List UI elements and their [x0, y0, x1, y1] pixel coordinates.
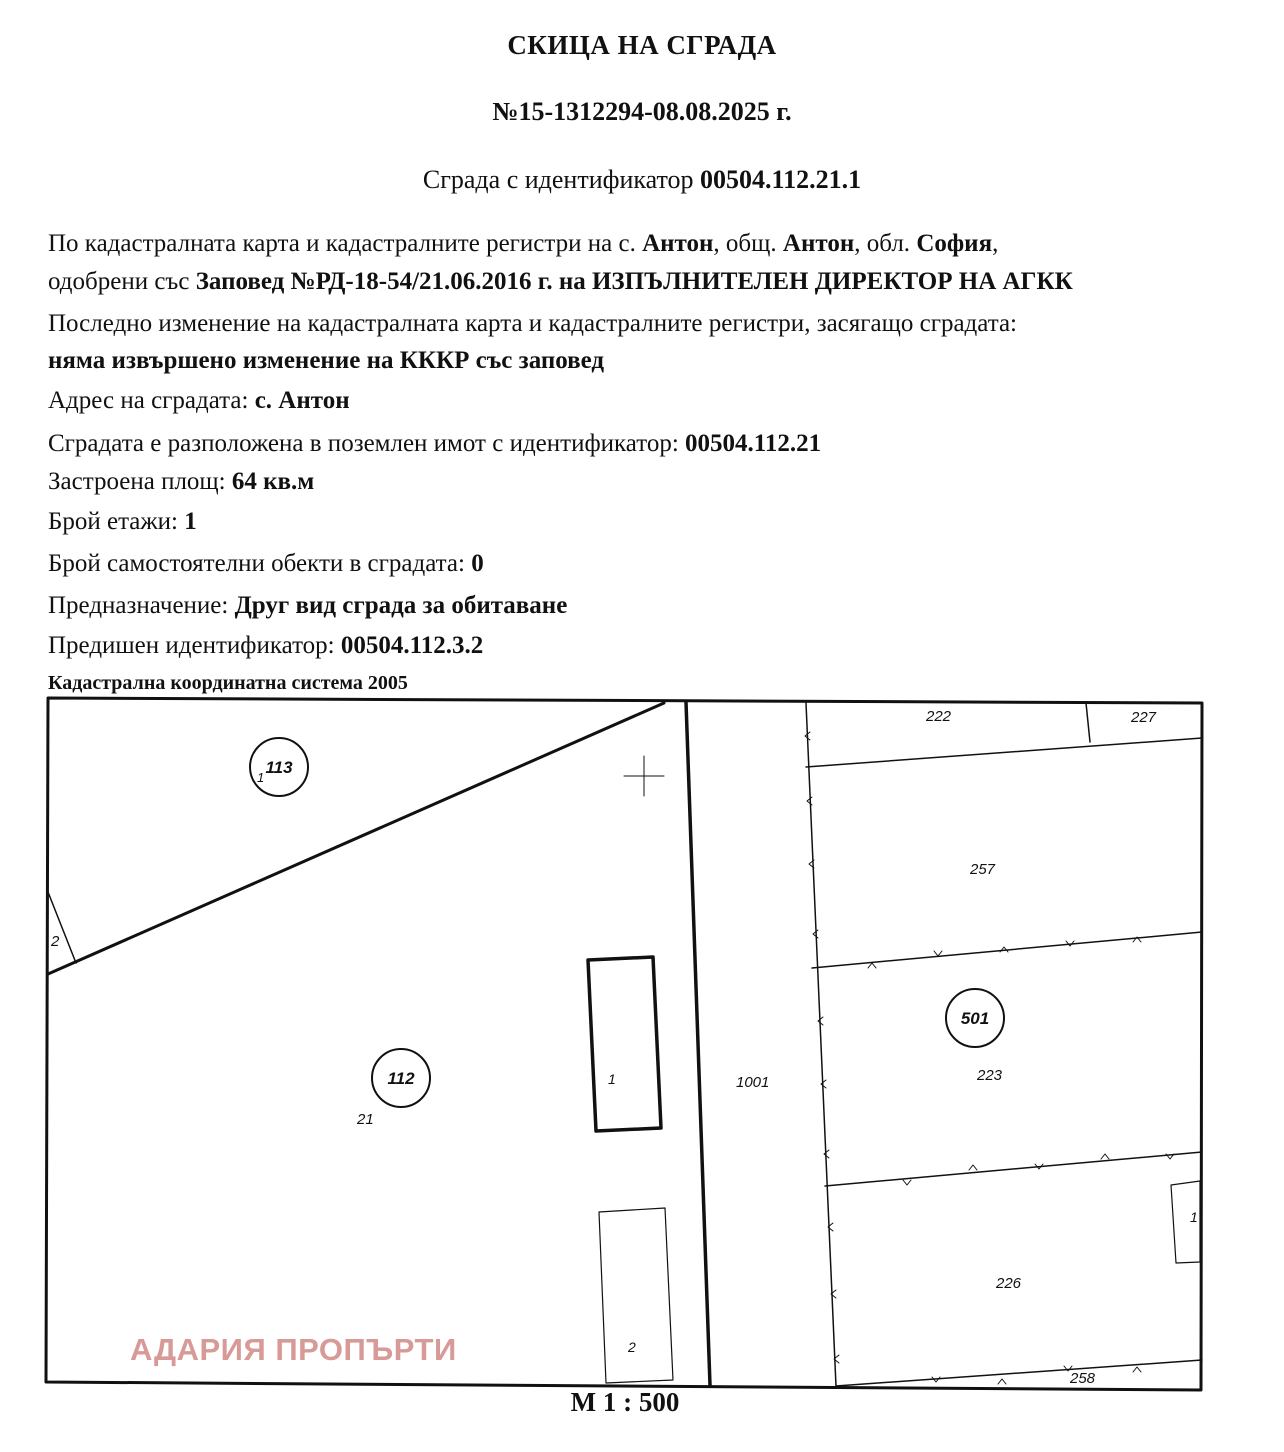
map-frame: [46, 698, 1202, 1390]
previous-id-value: 00504.112.3.2: [340, 632, 484, 659]
parcel-226-label: 226: [996, 1275, 1022, 1292]
watermark: АДАРИЯ ПРОПЪРТИ: [130, 1332, 457, 1367]
building-main: [588, 957, 661, 1131]
boundary-226-258: [836, 1360, 1202, 1386]
last-change-value: няма извършено изменение на КККР със заповед: [48, 347, 605, 374]
street-edge-left: [686, 702, 710, 1385]
settlement-name: Антон: [642, 230, 714, 257]
parcel-257-label: 257: [970, 861, 996, 878]
parcel-1-label: 1: [257, 770, 265, 785]
document-title: СКИЦА НА СГРАДА: [507, 30, 777, 60]
parcel-21-label: 21: [357, 1111, 374, 1128]
parcel-223-label: 223: [977, 1067, 1003, 1084]
text-fragment: По кадастралната карта и кадастралните регистри на с.: [48, 230, 636, 257]
building-identifier-value: 00504.112.21.1: [700, 165, 862, 194]
parcel-222-label: 222: [926, 708, 952, 725]
text-fragment: одобрени със: [48, 268, 190, 295]
last-change-label: Последно изменение на кадастралната карта и кадастралните регистри, засягащо сградата:: [48, 310, 1017, 337]
municipality-name: Антон: [782, 230, 855, 257]
street-edge-right: [806, 703, 836, 1386]
coordinate-system-label: Кадастрална координатна система 2005: [48, 672, 408, 694]
text-fragment: , обл.: [854, 230, 911, 257]
boundary-parcel-2: [48, 892, 76, 963]
boundary-222-257: [806, 738, 1202, 767]
units-value: 0: [471, 550, 484, 577]
fence-marks: [805, 732, 1174, 1384]
area-value: 64 кв.м: [231, 468, 315, 495]
map-scale: М 1 : 500: [570, 1387, 680, 1417]
quarter-112-label: 112: [387, 1069, 415, 1088]
units-label: Брой самостоятелни обекти в сградата:: [48, 550, 465, 577]
building-right-label: 1: [1190, 1209, 1198, 1225]
parcel-227-label: 227: [1131, 709, 1157, 726]
parcel-2-label: 2: [51, 933, 60, 950]
building-2-label: 2: [628, 1339, 636, 1355]
boundary-113-112: [48, 703, 664, 974]
order-reference: Заповед №РД-18-54/21.06.2016 г. на ИЗПЪЛНИТЕЛЕН ДИРЕКТОР НА АГКК: [195, 268, 1073, 295]
quarter-501-label: 501: [960, 1009, 990, 1028]
parcel-label: Сградата е разположена в поземлен имот с идентификатор:: [48, 430, 679, 457]
building-1-label: 1: [608, 1071, 616, 1087]
floors-label: Брой етажи:: [48, 508, 179, 535]
parcel-258-label: 258: [1070, 1370, 1096, 1387]
region-name: София: [916, 230, 993, 257]
purpose-value: Друг вид сграда за обитаване: [234, 592, 568, 619]
purpose-label: Предназначение:: [48, 592, 229, 619]
previous-id-label: Предишен идентификатор:: [48, 632, 335, 659]
floors-value: 1: [184, 508, 197, 535]
quarter-113-label: 113: [265, 758, 293, 777]
parcel-value: 00504.112.21: [685, 430, 822, 457]
boundary-222-227: [1086, 703, 1090, 742]
area-label: Застроена площ:: [48, 468, 226, 495]
address-value: с. Антон: [254, 387, 350, 414]
address-label: Адрес на сградата:: [48, 387, 249, 414]
text-fragment: ,: [992, 230, 999, 257]
boundary-223-226: [825, 1152, 1202, 1186]
building-secondary: [599, 1208, 673, 1383]
document-number: №15-1312294-08.08.2025 г.: [492, 97, 792, 126]
building-identifier-label: Сграда с идентификатор: [422, 165, 694, 194]
text-fragment: , общ.: [713, 230, 777, 257]
street-1001-label: 1001: [736, 1074, 770, 1091]
